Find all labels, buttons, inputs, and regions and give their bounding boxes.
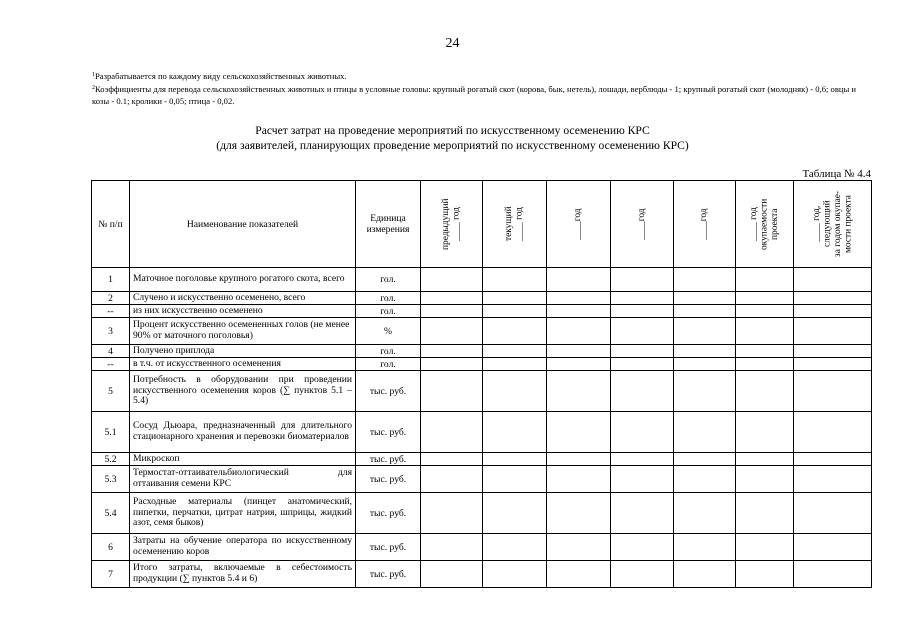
value-cell [794, 453, 872, 466]
value-cell [547, 318, 611, 345]
footnote-mark: 2 [92, 85, 95, 91]
header-year-5 [674, 181, 736, 268]
value-cell [483, 412, 547, 453]
row-unit: тыс. руб. [356, 412, 421, 453]
row-name: Получено приплода [130, 345, 356, 358]
value-cell [547, 345, 611, 358]
table-row [92, 268, 872, 292]
value-cell [736, 561, 794, 588]
value-cell [421, 268, 483, 292]
title-line-2: (для заявителей, планирующих проведение мероприятий по искусственному осеменению КРС) [216, 139, 689, 152]
value-cell [794, 412, 872, 453]
value-cell [483, 268, 547, 292]
value-cell [674, 292, 736, 305]
value-cell [674, 412, 736, 453]
value-cell [794, 466, 872, 493]
row-number: -- [92, 305, 130, 318]
row-unit: тыс. руб. [356, 453, 421, 466]
row-number: 2 [92, 292, 130, 305]
value-cell [794, 345, 872, 358]
footnote-mark: 1 [92, 72, 95, 78]
value-cell [421, 345, 483, 358]
value-cell [421, 534, 483, 561]
value-cell [674, 493, 736, 534]
value-cell [674, 371, 736, 412]
row-unit: гол. [356, 268, 421, 292]
value-cell [794, 358, 872, 371]
value-cell [483, 453, 547, 466]
value-cell [736, 412, 794, 453]
value-cell [483, 561, 547, 588]
row-unit: тыс. руб. [356, 561, 421, 588]
footnotes [92, 69, 872, 107]
value-cell [611, 493, 674, 534]
table-row [92, 305, 872, 318]
row-number: 3 [92, 318, 130, 345]
value-cell [736, 268, 794, 292]
value-cell [794, 371, 872, 412]
value-cell [547, 305, 611, 318]
row-unit: тыс. руб. [356, 493, 421, 534]
value-cell [611, 534, 674, 561]
header-num: № п/п [92, 181, 130, 268]
value-cell [421, 466, 483, 493]
table-row [92, 371, 872, 412]
document-title [0, 123, 905, 153]
footnote-1 [92, 69, 872, 82]
value-cell [794, 493, 872, 534]
value-cell [421, 318, 483, 345]
row-name: Расходные материалы (пинцет анатомический, пипетки, перчатки, цитрат натрия, шприцы, жидкий азот, семя быков) [130, 493, 356, 534]
row-name: Процент искусственно осемененных голов (не менее 90% от маточного поголовья) [130, 318, 356, 345]
header-year-3 [547, 181, 611, 268]
value-cell [674, 453, 736, 466]
value-cell [547, 358, 611, 371]
table-row [92, 292, 872, 305]
row-name: Случено и искусственно осеменено, всего [130, 292, 356, 305]
value-cell [794, 318, 872, 345]
table-row [92, 358, 872, 371]
row-name: Затраты на обучение оператора по искусственному осеменению коров [130, 534, 356, 561]
value-cell [483, 358, 547, 371]
value-cell [547, 561, 611, 588]
row-number: 5.2 [92, 453, 130, 466]
row-unit: тыс. руб. [356, 371, 421, 412]
value-cell [421, 358, 483, 371]
footnote-2 [92, 82, 872, 107]
value-cell [483, 371, 547, 412]
value-cell [674, 305, 736, 318]
value-cell [611, 371, 674, 412]
value-cell [547, 493, 611, 534]
value-cell [611, 466, 674, 493]
table-row [92, 453, 872, 466]
value-cell [483, 493, 547, 534]
value-cell [547, 268, 611, 292]
value-cell [421, 493, 483, 534]
value-cell [674, 466, 736, 493]
row-name: Потребность в оборудовании при проведении искусственного осеменения коров (∑ пунктов 5.1 –5.4) [130, 371, 356, 412]
row-unit: гол. [356, 358, 421, 371]
header-name: Наименование показателей [130, 181, 356, 268]
value-cell [421, 412, 483, 453]
header-year-payback [736, 181, 794, 268]
row-name: Маточное поголовье крупного рогатого скота, всего [130, 268, 356, 292]
value-cell [794, 561, 872, 588]
row-number: 4 [92, 345, 130, 358]
header-year-4 [611, 181, 674, 268]
value-cell [421, 561, 483, 588]
header-year-label: предыдущий ____ год [441, 198, 462, 250]
value-cell [421, 371, 483, 412]
row-unit: гол. [356, 345, 421, 358]
value-cell [736, 305, 794, 318]
value-cell [483, 292, 547, 305]
value-cell [483, 534, 547, 561]
value-cell [421, 292, 483, 305]
value-cell [736, 292, 794, 305]
value-cell [736, 318, 794, 345]
page-number: 24 [445, 36, 460, 51]
value-cell [547, 534, 611, 561]
value-cell [674, 358, 736, 371]
table-row [92, 493, 872, 534]
value-cell [794, 292, 872, 305]
value-cell [674, 345, 736, 358]
value-cell [421, 453, 483, 466]
value-cell [611, 358, 674, 371]
row-name: Итого затраты, включаемые в себестоимость продукции (∑ пунктов 5.4 и 6) [130, 561, 356, 588]
value-cell [611, 268, 674, 292]
value-cell [547, 466, 611, 493]
row-number: 6 [92, 534, 130, 561]
table-row [92, 345, 872, 358]
value-cell [611, 305, 674, 318]
row-number: -- [92, 358, 130, 371]
value-cell [611, 345, 674, 358]
table-label: Таблица № 4.4 [802, 168, 871, 180]
row-unit: гол. [356, 305, 421, 318]
header-unit: Единица измерения [356, 181, 421, 268]
row-number: 1 [92, 268, 130, 292]
row-number: 7 [92, 561, 130, 588]
header-year-after-payback [794, 181, 872, 268]
row-name: из них искусственно осеменено [130, 305, 356, 318]
value-cell [547, 292, 611, 305]
table-body [92, 268, 872, 588]
value-cell [547, 412, 611, 453]
value-cell [674, 561, 736, 588]
value-cell [674, 268, 736, 292]
value-cell [736, 453, 794, 466]
value-cell [736, 358, 794, 371]
header-year-label: текущий ____ год [504, 206, 525, 242]
value-cell [794, 268, 872, 292]
value-cell [611, 561, 674, 588]
value-cell [674, 534, 736, 561]
value-cell [483, 466, 547, 493]
value-cell [611, 453, 674, 466]
table-row [92, 466, 872, 493]
value-cell [736, 466, 794, 493]
header-year-label: ____ год окупаемости проекта [748, 198, 780, 250]
cost-table [91, 180, 872, 588]
value-cell [611, 412, 674, 453]
title-line-1: Расчет затрат на проведение мероприятий по искусственному осеменению КРС [255, 124, 650, 137]
row-name: в т.ч. от искусственного осеменения [130, 358, 356, 371]
value-cell [736, 345, 794, 358]
header-year-label: ____год [636, 208, 647, 240]
value-cell [736, 493, 794, 534]
row-number: 5.1 [92, 412, 130, 453]
value-cell [483, 345, 547, 358]
footnote-text: Разрабатывается по каждому виду сельскохозяйственных животных. [95, 71, 347, 81]
value-cell [674, 318, 736, 345]
header-year-label: ____год [573, 208, 584, 240]
header-year-label: ____год [699, 208, 710, 240]
value-cell [736, 534, 794, 561]
value-cell [483, 305, 547, 318]
table-row [92, 561, 872, 588]
value-cell [547, 371, 611, 412]
row-unit: % [356, 318, 421, 345]
header-year-label: ____ год, следующий за годом окупае- мости проекта [811, 190, 853, 258]
value-cell [794, 534, 872, 561]
value-cell [421, 305, 483, 318]
table-row [92, 534, 872, 561]
row-number: 5.3 [92, 466, 130, 493]
footnote-text: Коэффициенты для перевода сельскохозяйственных животных и птицы в условные головы: крупный рогатый скот (корова, бык, нетель), лошади, верблюды - 1; крупный рогатый скот (молодняк) - 0,6; овцы и козы - 0.1; кролики - 0,05; птица - 0,02. [92, 84, 857, 106]
value-cell [611, 292, 674, 305]
row-unit: тыс. руб. [356, 466, 421, 493]
table-row [92, 318, 872, 345]
value-cell [547, 453, 611, 466]
row-unit: тыс. руб. [356, 534, 421, 561]
header-row [92, 181, 872, 268]
row-name: Микроскоп [130, 453, 356, 466]
row-unit: гол. [356, 292, 421, 305]
table-row [92, 412, 872, 453]
header-year-previous [421, 181, 483, 268]
value-cell [736, 371, 794, 412]
value-cell [483, 318, 547, 345]
row-number: 5.4 [92, 493, 130, 534]
value-cell [794, 305, 872, 318]
row-name: Термостат-оттаивательбиологический для оттаивания семени КРС [130, 466, 356, 493]
row-name: Сосуд Дьюара, предназначенный для длительного стационарного хранения и перевозки биоматериалов [130, 412, 356, 453]
header-year-current [483, 181, 547, 268]
value-cell [611, 318, 674, 345]
row-number: 5 [92, 371, 130, 412]
